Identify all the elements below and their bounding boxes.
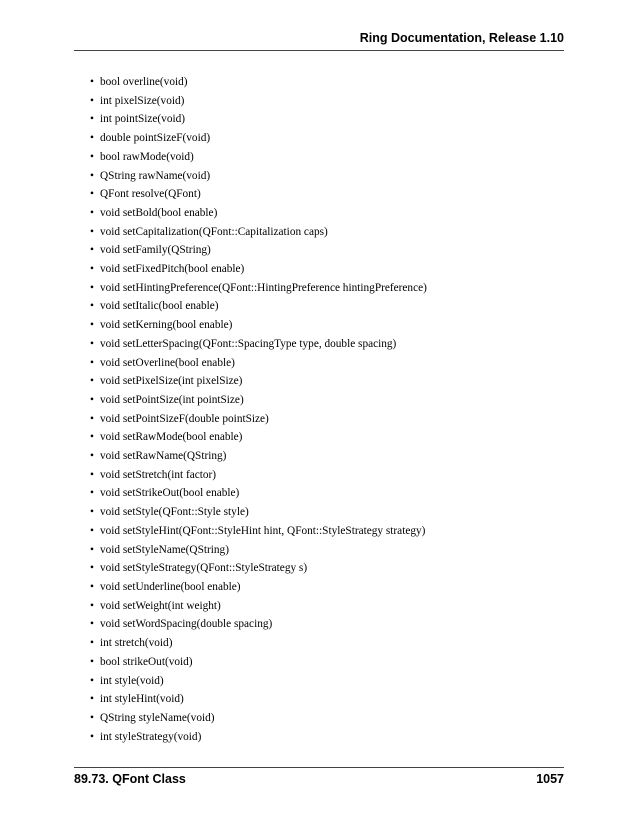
bullet-icon: • [90,319,94,332]
method-signature: void setStyle(QFont::Style style) [100,506,249,519]
method-signature: void setOverline(bool enable) [100,356,235,369]
bullet-icon: • [90,206,94,219]
list-item [90,653,427,672]
bullet-icon: • [90,693,94,706]
method-signature: QString styleName(void) [100,711,215,724]
list-item [90,335,427,354]
list-item [90,578,427,597]
bullet-icon: • [90,169,94,182]
list-item [90,466,427,485]
bullet-icon: • [90,711,94,724]
list-item [90,297,427,316]
bullet-icon: • [90,225,94,238]
page-number: 1057 [536,772,564,786]
list-item [90,522,427,541]
method-list [90,73,427,746]
header-title: Ring Documentation, Release 1.10 [359,31,564,45]
bullet-icon: • [90,356,94,369]
list-item [90,354,427,373]
list-item [90,223,427,242]
bullet-icon: • [90,244,94,257]
bullet-icon: • [90,618,94,631]
bullet-icon: • [90,412,94,425]
method-signature: int styleHint(void) [100,693,184,706]
list-item [90,597,427,616]
list-item [90,615,427,634]
list-item [90,372,427,391]
method-signature: void setStyleStrategy(QFont::StyleStrategy s) [100,562,308,575]
list-item [90,260,427,279]
bullet-icon: • [90,487,94,500]
list-item [90,148,427,167]
list-item [90,503,427,522]
method-signature: int pointSize(void) [100,113,186,126]
list-item [90,447,427,466]
bullet-icon: • [90,431,94,444]
method-signature: QString rawName(void) [100,169,211,182]
list-item [90,728,427,747]
footer-divider [74,767,564,768]
bullet-icon: • [90,337,94,350]
list-item [90,391,427,410]
method-signature: int styleStrategy(void) [100,730,202,743]
list-item [90,167,427,186]
header-divider [74,50,564,51]
method-signature: int stretch(void) [100,637,173,650]
bullet-icon: • [90,281,94,294]
method-signature: double pointSizeF(void) [100,132,211,145]
bullet-icon: • [90,188,94,201]
method-signature: void setFixedPitch(bool enable) [100,263,245,276]
list-item [90,129,427,148]
method-signature: int style(void) [100,674,164,687]
method-signature: void setWeight(int weight) [100,599,221,612]
method-signature: void setPointSizeF(double pointSize) [100,412,269,425]
method-signature: void setRawName(QString) [100,450,227,463]
list-item [90,634,427,653]
list-item [90,428,427,447]
bullet-icon: • [90,562,94,575]
bullet-icon: • [90,393,94,406]
method-signature: void setStyleHint(QFont::StyleHint hint, QFont::StyleStrategy strategy) [100,524,426,537]
method-signature: void setHintingPreference(QFont::HintingPreference hintingPreference) [100,281,427,294]
method-signature: void setKerning(bool enable) [100,319,233,332]
list-item [90,110,427,129]
method-signature: void setStyleName(QString) [100,543,229,556]
bullet-icon: • [90,580,94,593]
bullet-icon: • [90,132,94,145]
list-item [90,316,427,335]
method-signature: void setPixelSize(int pixelSize) [100,375,243,388]
method-signature: int pixelSize(void) [100,94,185,107]
bullet-icon: • [90,730,94,743]
bullet-icon: • [90,599,94,612]
list-item [90,204,427,223]
method-signature: void setBold(bool enable) [100,206,218,219]
method-signature: void setItalic(bool enable) [100,300,219,313]
method-signature: void setUnderline(bool enable) [100,580,241,593]
bullet-icon: • [90,263,94,276]
bullet-icon: • [90,450,94,463]
list-item [90,185,427,204]
bullet-icon: • [90,94,94,107]
bullet-icon: • [90,637,94,650]
bullet-icon: • [90,300,94,313]
bullet-icon: • [90,655,94,668]
method-signature: void setPointSize(int pointSize) [100,393,244,406]
bullet-icon: • [90,113,94,126]
footer-section-title: 89.73. QFont Class [74,772,186,786]
list-item [90,279,427,298]
bullet-icon: • [90,506,94,519]
list-item [90,541,427,560]
bullet-icon: • [90,375,94,388]
bullet-icon: • [90,524,94,537]
bullet-icon: • [90,674,94,687]
method-signature: void setFamily(QString) [100,244,211,257]
method-signature: bool rawMode(void) [100,150,194,163]
method-signature: void setLetterSpacing(QFont::SpacingType type, double spacing) [100,337,397,350]
bullet-icon: • [90,543,94,556]
method-signature: void setWordSpacing(double spacing) [100,618,273,631]
list-item [90,410,427,429]
list-item [90,484,427,503]
list-item [90,709,427,728]
list-item [90,672,427,691]
list-item [90,241,427,260]
bullet-icon: • [90,76,94,88]
list-item [90,92,427,111]
list-item [90,73,427,92]
method-signature: void setRawMode(bool enable) [100,431,243,444]
method-signature: bool strikeOut(void) [100,655,193,668]
list-item [90,559,427,578]
list-item [90,690,427,709]
method-signature: void setStrikeOut(bool enable) [100,487,240,500]
bullet-icon: • [90,150,94,163]
method-signature: void setCapitalization(QFont::Capitalization caps) [100,225,328,238]
bullet-icon: • [90,468,94,481]
method-signature: bool overline(void) [100,76,188,88]
method-signature: QFont resolve(QFont) [100,188,201,201]
method-signature: void setStretch(int factor) [100,468,217,481]
